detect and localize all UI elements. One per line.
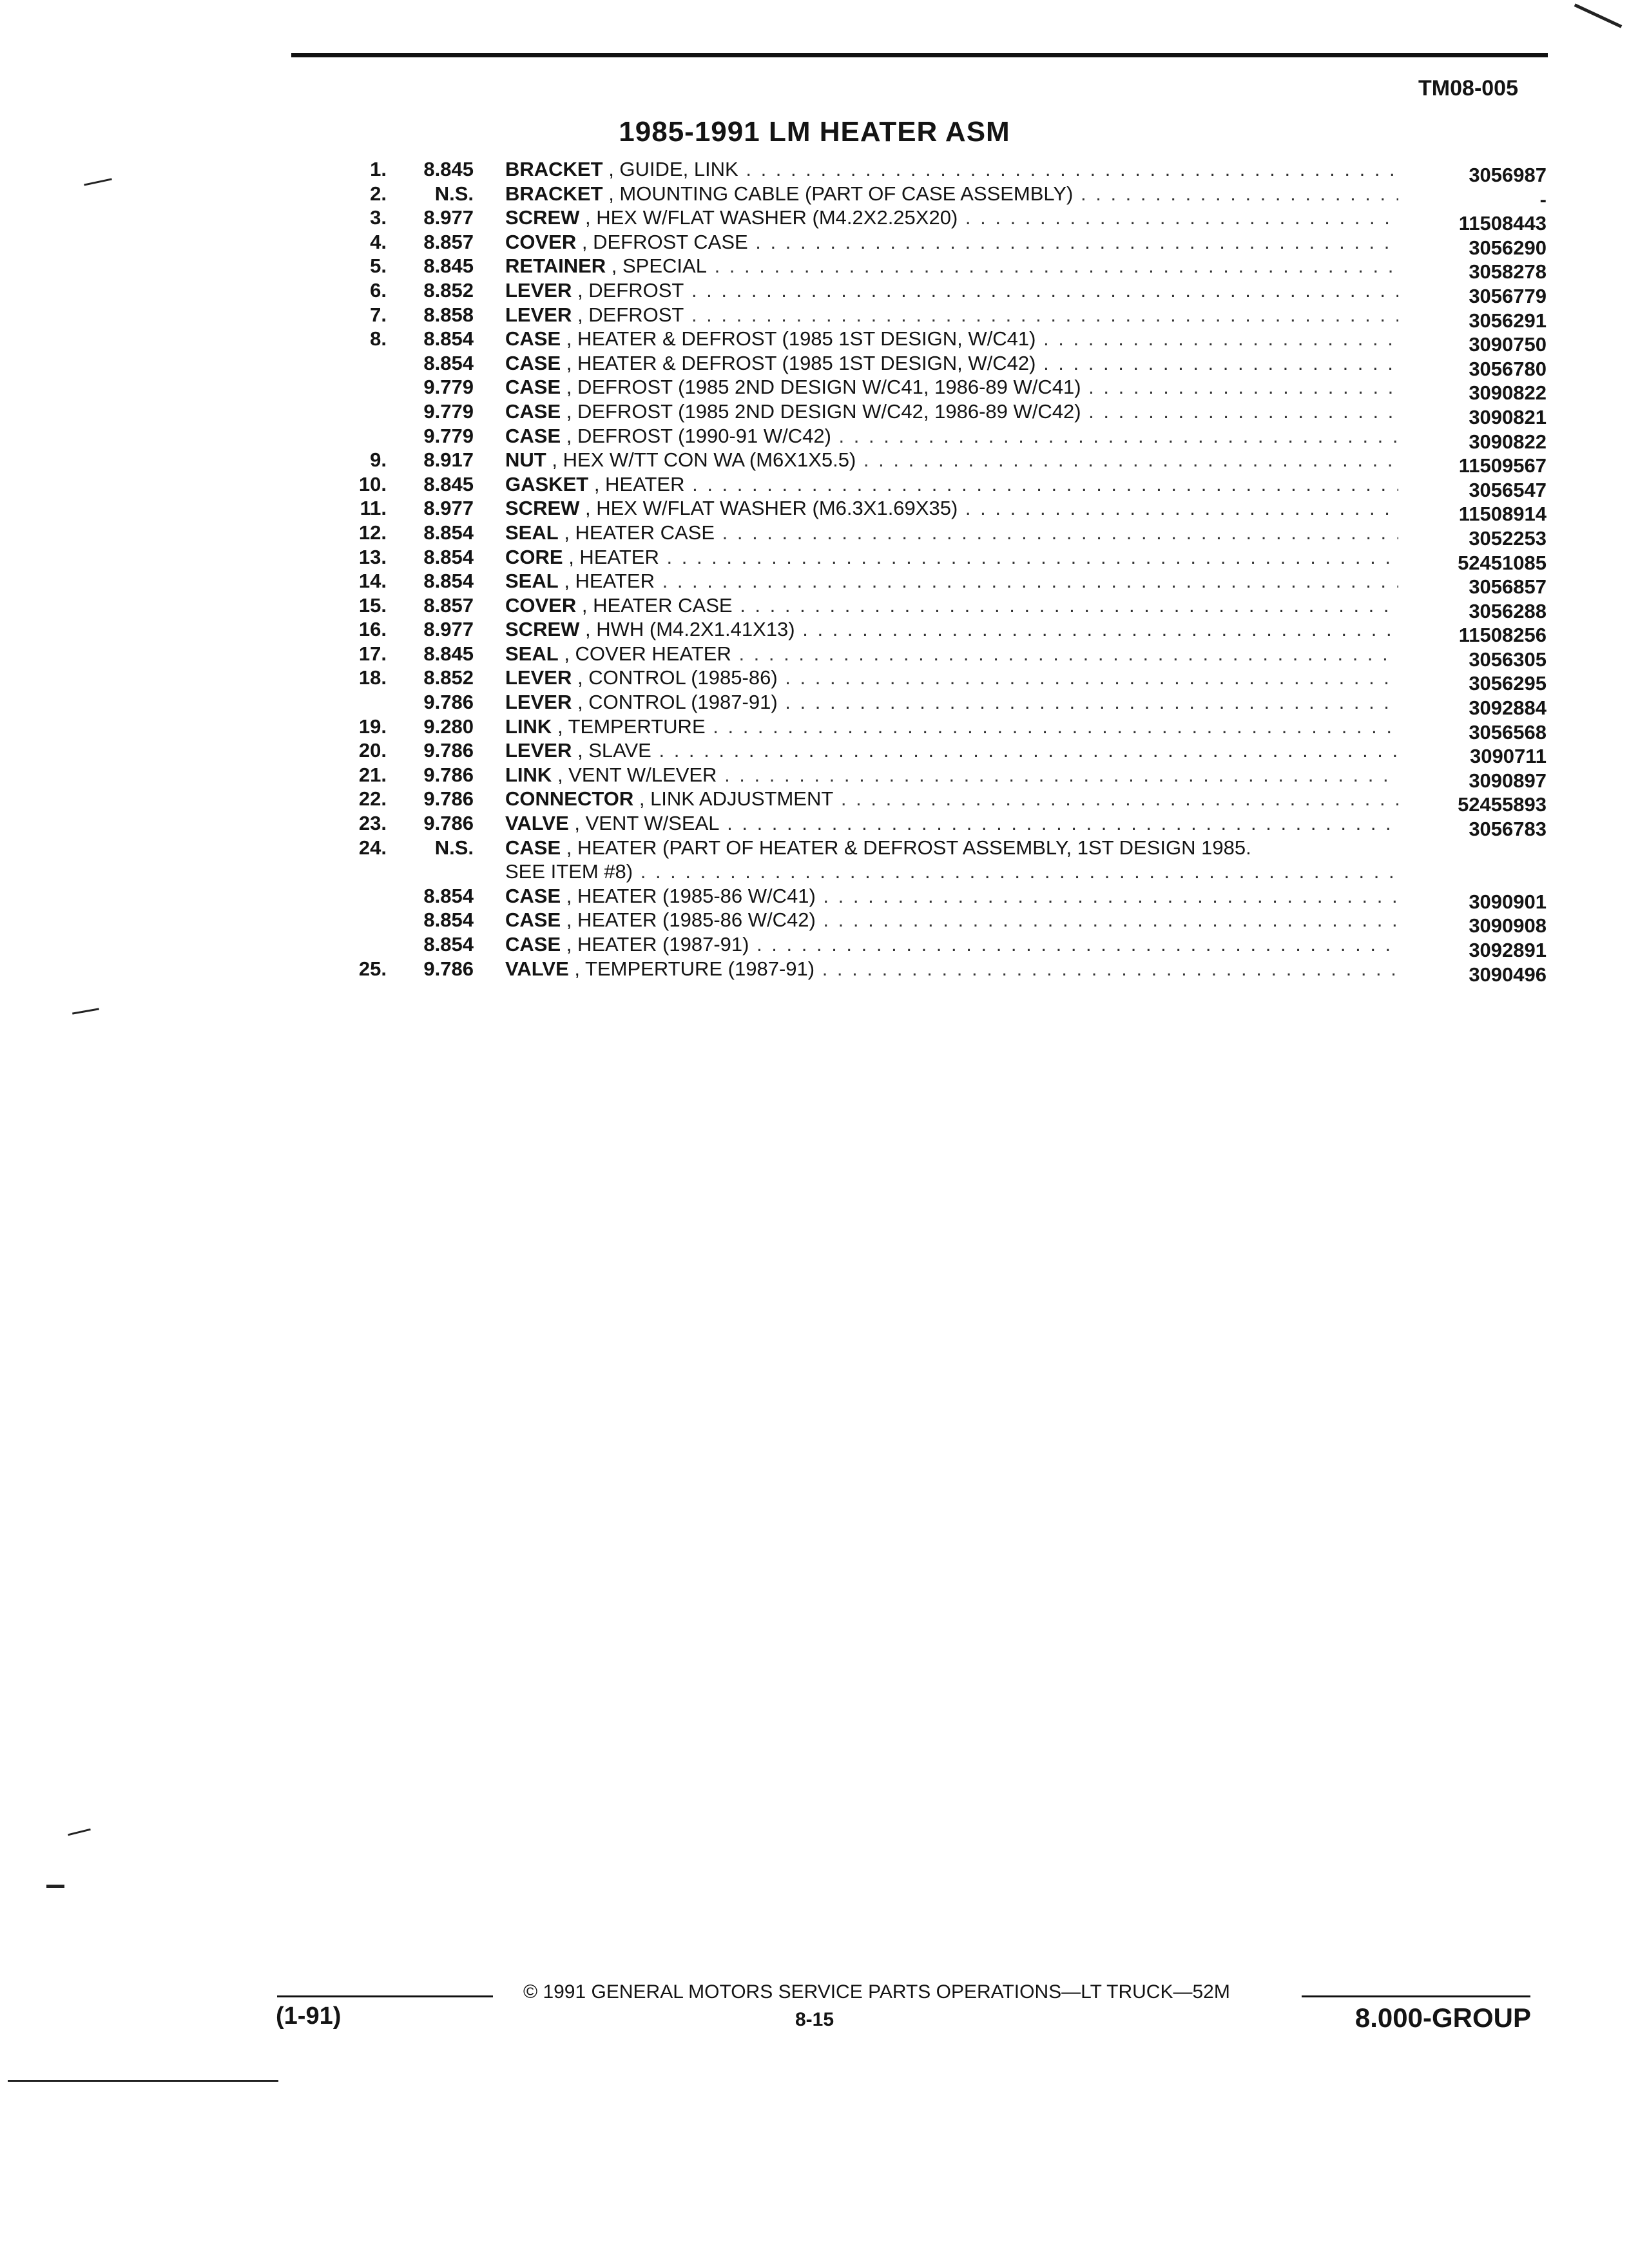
part-name: CASE <box>505 884 561 907</box>
group-number: 9.786 <box>423 787 474 811</box>
group-number: 8.857 <box>423 593 474 617</box>
part-detail: , CONTROL (1987-91) . . . <box>577 691 1398 713</box>
part-description <box>505 399 1398 424</box>
part-description <box>505 811 1398 836</box>
part-name: NUT <box>505 448 546 472</box>
parts-row <box>322 860 1547 884</box>
part-description <box>505 448 1398 472</box>
part-name: CASE <box>505 836 561 859</box>
part-detail: , SPECIAL . . . <box>612 255 1398 277</box>
part-detail: , HEATER . . . <box>564 570 1398 592</box>
part-description <box>505 521 1398 545</box>
group-number: 8.917 <box>423 448 474 472</box>
part-detail: , HEATER & DEFROST (1985 1ST DESIGN, W/C41) . . . <box>566 327 1398 350</box>
parts-row <box>322 182 1547 211</box>
part-description <box>505 472 1398 497</box>
part-name: CORE <box>505 545 563 568</box>
part-detail: , MOUNTING CABLE (PART OF CASE ASSEMBLY) . . . <box>608 182 1398 205</box>
part-detail: , DEFROST (1985 2ND DESIGN W/C41, 1986-89 W/C41) . . . <box>566 376 1398 398</box>
parts-row <box>322 787 1547 816</box>
part-number: 3056987 <box>1469 164 1547 186</box>
item-number: 15. <box>358 593 387 617</box>
item-number: 4. <box>370 230 387 253</box>
item-number: 18. <box>358 666 387 689</box>
part-name: SCREW <box>505 618 580 641</box>
part-description <box>505 182 1398 206</box>
group-number: 9.779 <box>423 399 474 423</box>
part-number: 3092891 <box>1469 939 1547 961</box>
parts-row <box>322 448 1547 477</box>
part-name: CASE <box>505 908 561 932</box>
group-number: 9.786 <box>423 763 474 786</box>
part-number: 11509567 <box>1458 454 1547 477</box>
part-name: SCREW <box>505 497 580 520</box>
part-description <box>505 230 1398 255</box>
group-number: 8.852 <box>423 666 474 689</box>
part-number: 11508443 <box>1458 212 1547 235</box>
part-name: VALVE <box>505 812 569 835</box>
part-detail: , CONTROL (1985-86) . . . <box>577 666 1398 689</box>
footer-page-number: 8-15 <box>795 2009 834 2030</box>
group-number: 8.858 <box>423 303 474 326</box>
part-number: 3056779 <box>1469 284 1547 307</box>
part-number: 3056547 <box>1469 478 1547 501</box>
item-number: 3. <box>370 206 387 229</box>
parts-row <box>322 327 1547 356</box>
parts-row <box>322 303 1547 332</box>
part-detail: , LINK ADJUSTMENT . . . <box>639 787 1398 810</box>
part-detail: , HEATER (1985-86 W/C42) . . . <box>566 908 1398 931</box>
part-detail: , HEX W/TT CON WA (M6X1X5.5) . . . <box>552 448 1398 471</box>
part-name: LEVER <box>505 666 572 689</box>
part-description <box>505 424 1398 448</box>
part-name: LEVER <box>505 278 572 302</box>
item-number: 8. <box>370 327 387 351</box>
scan-mark <box>46 1885 64 1888</box>
group-number: N.S. <box>434 182 474 205</box>
parts-row <box>322 375 1547 405</box>
group-number: 8.854 <box>423 884 474 907</box>
group-number: 9.786 <box>423 739 474 762</box>
group-number: 8.854 <box>423 933 474 956</box>
group-number: 8.845 <box>423 255 474 278</box>
part-number: 3090897 <box>1469 769 1547 792</box>
parts-row <box>322 715 1547 744</box>
group-number: 8.854 <box>423 351 474 374</box>
part-description <box>505 738 1398 763</box>
scan-mark <box>8 2080 278 2082</box>
scan-mark <box>68 1829 91 1836</box>
part-detail: , HEATER & DEFROST (1985 1ST DESIGN, W/C42) . . . <box>566 352 1398 374</box>
part-number: 3090908 <box>1469 914 1547 937</box>
group-number: 8.854 <box>423 545 474 568</box>
part-number: 11508256 <box>1458 624 1547 647</box>
part-detail: , VENT W/LEVER . . . <box>557 764 1398 786</box>
parts-row <box>322 811 1547 841</box>
item-number: 21. <box>358 763 387 786</box>
group-number: 8.977 <box>423 618 474 641</box>
part-description <box>505 666 1398 690</box>
parts-row <box>322 884 1547 913</box>
item-number: 23. <box>358 812 387 835</box>
group-number: 9.786 <box>423 957 474 980</box>
part-description <box>505 957 1398 981</box>
item-number: 11. <box>360 497 387 520</box>
footer-group: 8.000-GROUP <box>1354 2003 1531 2033</box>
part-number: 3056780 <box>1469 357 1547 380</box>
part-name: VALVE <box>505 957 569 980</box>
footer-date: (1-91) <box>276 2003 342 2030</box>
part-name: LINK <box>505 715 552 738</box>
part-description <box>505 303 1398 327</box>
group-number: N.S. <box>434 836 474 859</box>
part-detail: , DEFROST . . . <box>577 303 1398 326</box>
parts-row <box>322 424 1547 453</box>
parts-row <box>322 206 1547 235</box>
part-name: SEAL <box>505 570 559 593</box>
part-number: 3090821 <box>1469 405 1547 428</box>
part-description <box>505 787 1398 811</box>
part-description <box>505 836 1398 860</box>
item-number: 2. <box>370 182 387 205</box>
item-number: 20. <box>358 739 387 762</box>
parts-row <box>322 399 1547 428</box>
part-detail: , TEMPERTURE (1987-91) . . . <box>574 957 1398 980</box>
part-name: BRACKET <box>505 158 603 180</box>
part-description <box>505 715 1398 739</box>
parts-row <box>322 569 1547 599</box>
parts-row <box>322 617 1547 647</box>
parts-row <box>322 254 1547 284</box>
part-name: GASKET <box>505 472 589 495</box>
group-number: 8.854 <box>423 327 474 351</box>
part-detail: , DEFROST CASE . . . <box>582 231 1398 253</box>
parts-row <box>322 836 1547 860</box>
part-name: COVER <box>505 593 577 617</box>
part-name: CASE <box>505 351 561 374</box>
part-description <box>505 932 1398 957</box>
part-name: CONNECTOR <box>505 787 634 811</box>
part-number: 11508914 <box>1458 503 1547 526</box>
item-number: 9. <box>370 448 387 472</box>
parts-row <box>322 738 1547 768</box>
group-number: 9.280 <box>423 715 474 738</box>
item-number: 24. <box>358 836 387 859</box>
part-name: LINK <box>505 763 552 786</box>
parts-row <box>322 932 1547 961</box>
parts-row <box>322 545 1547 574</box>
part-number: - <box>1539 187 1547 211</box>
item-number: 22. <box>358 787 387 811</box>
part-number: 3090822 <box>1469 430 1547 453</box>
part-number: 3056291 <box>1469 309 1547 332</box>
parts-row <box>322 496 1547 526</box>
part-name: CASE <box>505 399 561 423</box>
group-number: 9.786 <box>423 691 474 714</box>
group-number: 8.854 <box>423 908 474 932</box>
item-number: 7. <box>370 303 387 326</box>
item-number: 6. <box>370 278 387 302</box>
item-number: 13. <box>358 545 387 568</box>
part-description <box>505 884 1398 908</box>
part-detail: SEE ITEM #8) . . . <box>505 860 1398 883</box>
part-detail: , DEFROST (1985 2ND DESIGN W/C42, 1986-89 W/C42) . . . <box>566 400 1398 423</box>
group-number: 8.845 <box>423 158 474 180</box>
parts-list <box>322 157 1547 986</box>
group-number: 8.857 <box>423 230 474 253</box>
item-number: 5. <box>370 255 387 278</box>
part-detail: , GUIDE, LINK . . . <box>608 158 1398 180</box>
scan-mark <box>1574 3 1623 28</box>
part-number: 3056305 <box>1469 648 1547 671</box>
part-name: LEVER <box>505 303 572 326</box>
part-number: 3090901 <box>1469 890 1547 913</box>
part-detail: , DEFROST (1990-91 W/C42) . . . <box>566 425 1398 447</box>
part-number: 52455893 <box>1458 793 1547 816</box>
part-number: 3090750 <box>1469 333 1547 356</box>
item-number: 19. <box>358 715 387 738</box>
part-detail: , HWH (M4.2X1.41X13) . . . <box>585 618 1398 640</box>
footer-copyright: © 1991 GENERAL MOTORS SERVICE PARTS OPERATIONS—LT TRUCK—52M <box>523 1981 1230 2003</box>
parts-row <box>322 908 1547 937</box>
part-description <box>505 642 1398 666</box>
group-number: 9.786 <box>423 812 474 835</box>
part-detail: , SLAVE . . . <box>577 739 1398 762</box>
part-description <box>505 206 1398 230</box>
group-number: 9.779 <box>423 424 474 447</box>
group-number: 8.852 <box>423 278 474 302</box>
item-number: 1. <box>370 158 387 180</box>
part-name: COVER <box>505 230 577 253</box>
part-description <box>505 545 1398 570</box>
part-name: CASE <box>505 424 561 447</box>
part-name: SEAL <box>505 642 559 665</box>
part-number: 3056288 <box>1469 599 1547 622</box>
part-name: SCREW <box>505 206 580 229</box>
part-description <box>505 496 1398 521</box>
part-description <box>505 690 1398 715</box>
item-number: 16. <box>358 618 387 641</box>
group-number: 8.854 <box>423 521 474 544</box>
parts-row <box>322 351 1547 380</box>
part-description <box>505 375 1398 399</box>
part-number: 3058278 <box>1469 260 1547 284</box>
parts-row <box>322 230 1547 259</box>
parts-row <box>322 278 1547 307</box>
part-detail: , HEX W/FLAT WASHER (M4.2X2.25X20) . . . <box>585 206 1398 229</box>
group-number: 8.845 <box>423 472 474 495</box>
group-number: 8.977 <box>423 206 474 229</box>
group-number: 8.845 <box>423 642 474 665</box>
part-name: SEAL <box>505 521 559 544</box>
part-description <box>505 908 1398 932</box>
part-description <box>505 278 1398 303</box>
parts-row <box>322 642 1547 671</box>
part-detail: , HEX W/FLAT WASHER (M6.3X1.69X35) . . . <box>585 497 1398 519</box>
part-detail: , HEATER (PART OF HEATER & DEFROST ASSEMBLY, 1ST DESIGN 1985. <box>566 836 1251 859</box>
part-detail: , TEMPERTURE . . . <box>557 715 1398 738</box>
group-number: 8.854 <box>423 570 474 593</box>
part-number: 3056568 <box>1469 720 1547 744</box>
part-detail: , DEFROST . . . <box>577 279 1398 302</box>
parts-row <box>322 666 1547 695</box>
part-detail: , HEATER (1987-91) . . . <box>566 933 1398 956</box>
parts-row <box>322 690 1547 720</box>
part-name: LEVER <box>505 691 572 714</box>
part-number: 3092884 <box>1469 697 1547 720</box>
part-number: 3090496 <box>1469 963 1547 986</box>
parts-row <box>322 157 1547 186</box>
part-name: CASE <box>505 376 561 399</box>
item-number: 12. <box>358 521 387 544</box>
footer-rule-left <box>277 1995 493 1997</box>
part-description <box>505 254 1398 278</box>
group-number: 9.779 <box>423 376 474 399</box>
part-description <box>505 327 1398 351</box>
part-number: 3090822 <box>1469 381 1547 405</box>
part-name: LEVER <box>505 739 572 762</box>
part-number: 52451085 <box>1458 551 1547 574</box>
part-description <box>505 351 1398 376</box>
part-detail: , VENT W/SEAL . . . <box>574 812 1398 834</box>
item-number: 25. <box>358 957 387 980</box>
part-detail: , HEATER CASE . . . <box>564 521 1398 544</box>
part-number: 3052253 <box>1469 526 1547 550</box>
parts-row <box>322 957 1547 986</box>
top-rule <box>291 53 1548 57</box>
part-name: RETAINER <box>505 255 606 278</box>
parts-row <box>322 472 1547 501</box>
part-description <box>505 617 1398 642</box>
part-number: 3090711 <box>1470 745 1547 768</box>
part-detail: , HEATER . . . <box>568 546 1398 568</box>
part-number: 3056295 <box>1469 672 1547 695</box>
page-title: 1985-1991 LM HEATER ASM <box>619 116 1010 148</box>
part-detail: , HEATER CASE . . . <box>582 594 1398 617</box>
parts-row <box>322 763 1547 792</box>
part-number: 3056783 <box>1469 818 1547 841</box>
item-number: 10. <box>358 472 387 495</box>
part-description <box>505 763 1398 787</box>
part-number: 3056857 <box>1469 575 1547 599</box>
part-detail: , HEATER (1985-86 W/C41) . . . <box>566 885 1398 907</box>
part-number: 3056290 <box>1469 236 1547 259</box>
item-number: 14. <box>358 570 387 593</box>
parts-row <box>322 593 1547 622</box>
part-description <box>505 157 1398 182</box>
scan-mark <box>72 1008 99 1014</box>
part-description <box>505 593 1398 618</box>
scan-mark <box>84 178 112 186</box>
part-detail: , COVER HEATER . . . <box>564 642 1398 665</box>
document-id: TM08-005 <box>1418 76 1518 101</box>
parts-row <box>322 521 1547 550</box>
part-description <box>505 569 1398 593</box>
part-description <box>505 860 1398 884</box>
part-name: CASE <box>505 327 561 351</box>
item-number: 17. <box>358 642 387 665</box>
part-name: BRACKET <box>505 182 603 205</box>
group-number: 8.977 <box>423 497 474 520</box>
part-name: CASE <box>505 933 561 956</box>
part-detail: , HEATER . . . <box>594 473 1398 495</box>
footer-rule-right <box>1302 1995 1530 1997</box>
